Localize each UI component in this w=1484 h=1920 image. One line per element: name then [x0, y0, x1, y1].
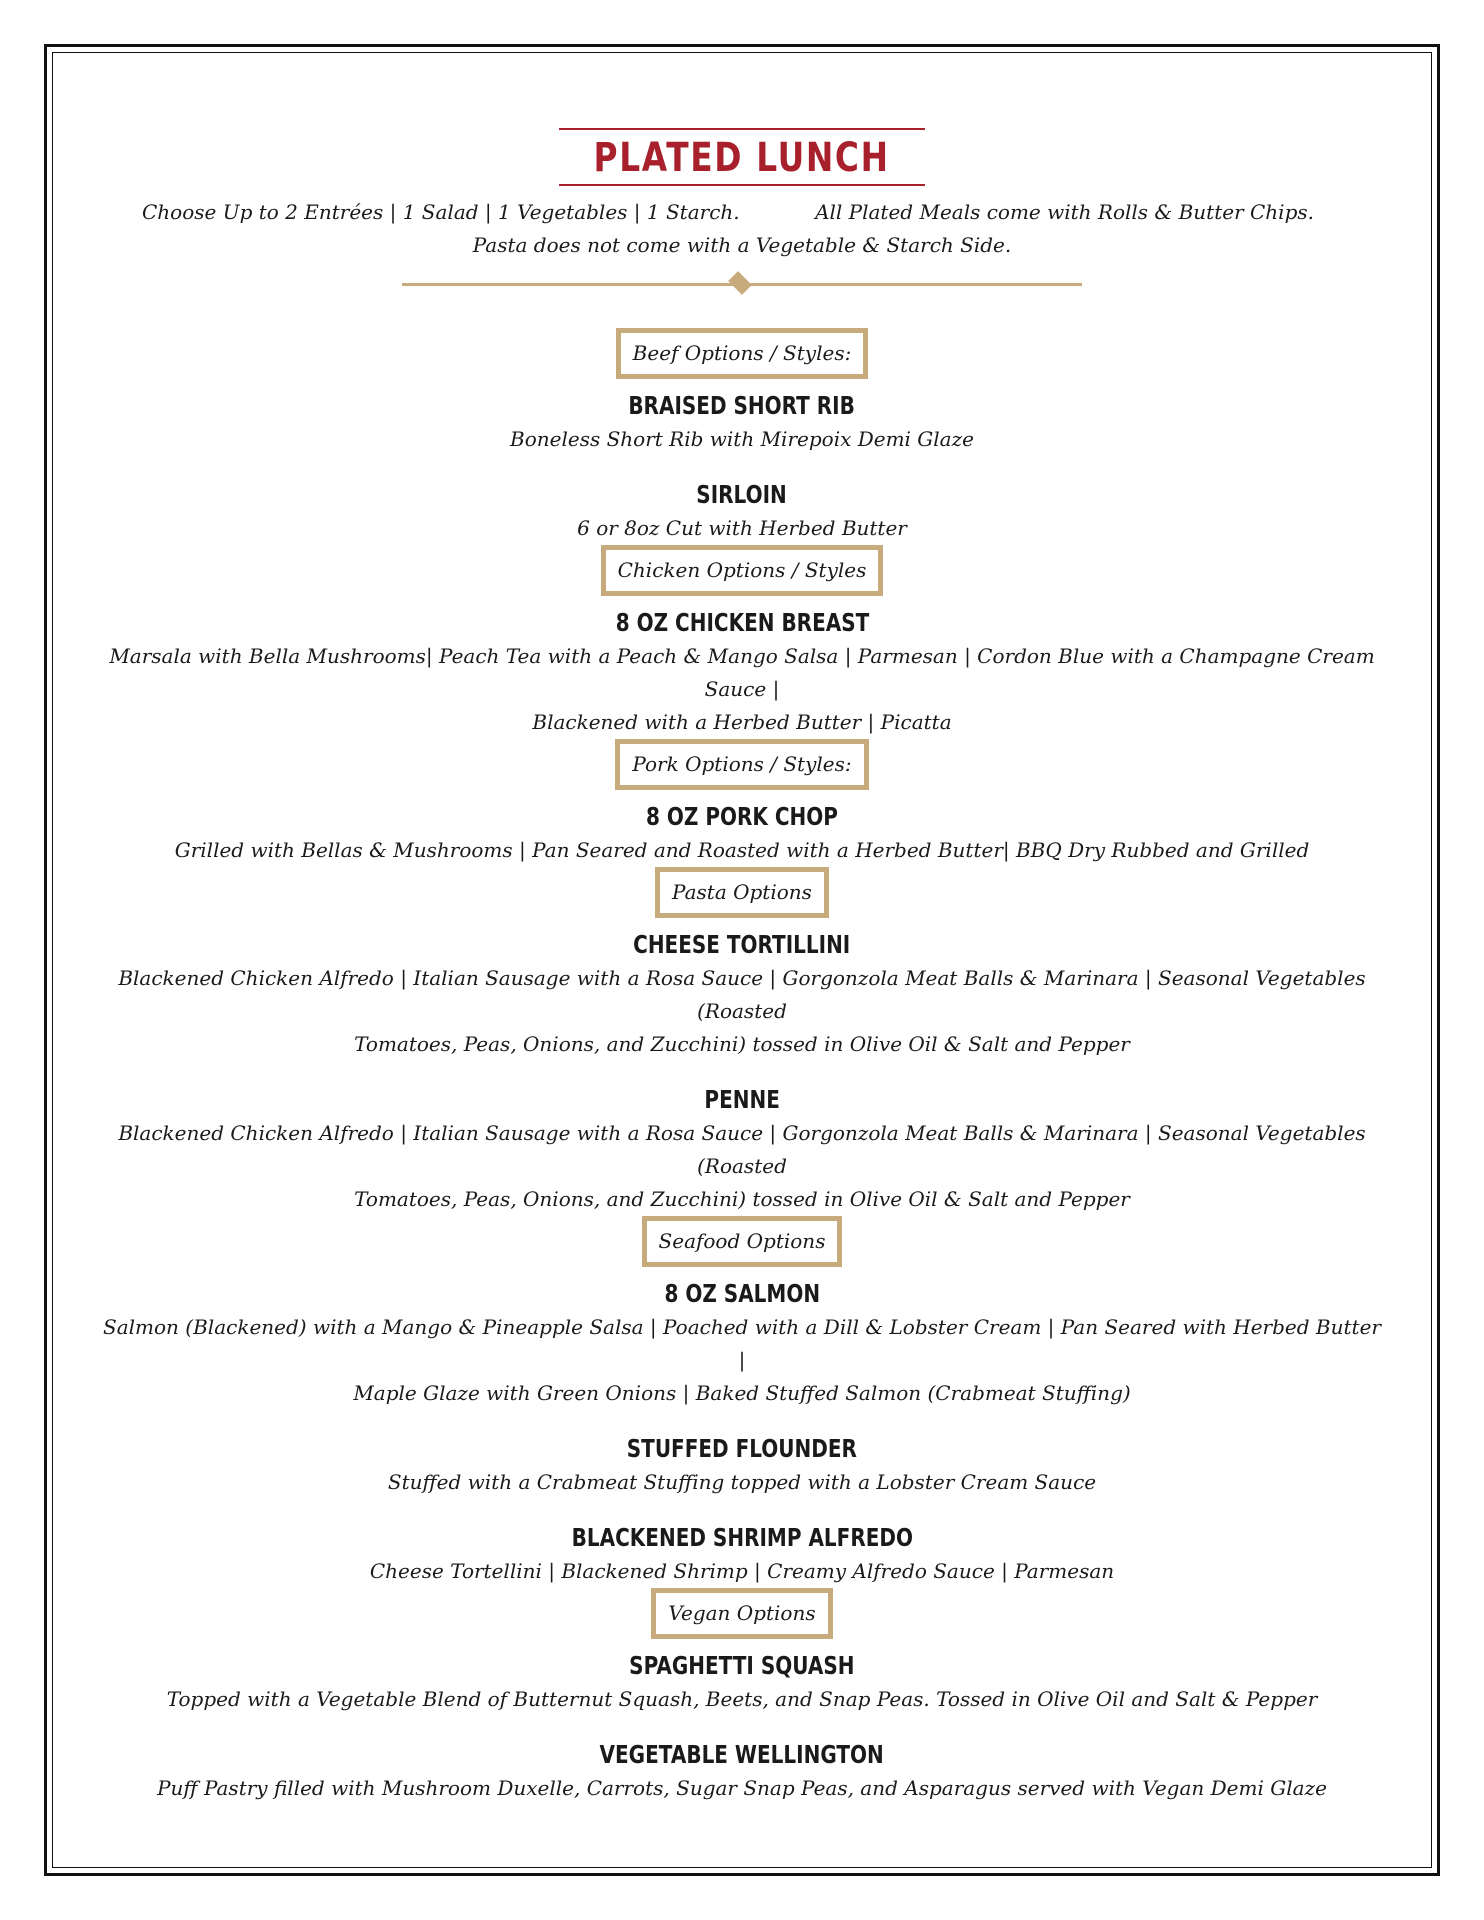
item-desc: Tomatoes, Peas, Onions, and Zucchini) tossed in Olive Oil & Salt and Pepper: [354, 1032, 1130, 1056]
item-title: VEGETABLE WELLINGTON: [599, 1740, 885, 1769]
section-label-seafood: Seafood Options: [642, 1216, 843, 1267]
item-desc: 6 or 8oz Cut with Herbed Butter: [577, 516, 907, 540]
item-desc: Grilled with Bellas & Mushrooms | Pan Seared and Roasted with a Herbed Butter| BBQ Dry Rubbed and Grilled: [174, 838, 1310, 862]
item-title: BRAISED SHORT RIB: [628, 391, 856, 420]
ornament-divider: [402, 274, 1082, 294]
intro-choose: Choose Up to 2 Entrées | 1 Salad | 1 Vegetables | 1 Starch.: [142, 200, 740, 224]
item-title: SPAGHETTI SQUASH: [629, 1651, 855, 1680]
item-desc: Tomatoes, Peas, Onions, and Zucchini) tossed in Olive Oil & Salt and Pepper: [354, 1187, 1130, 1211]
item-title: SIRLOIN: [696, 480, 788, 509]
item-desc: Puff Pastry filled with Mushroom Duxelle, Carrots, Sugar Snap Peas, and Asparagus served with Vegan Demi Glaze: [157, 1776, 1327, 1800]
item-desc: Boneless Short Rib with Mirepoix Demi Glaze: [510, 427, 974, 451]
page-title: PLATED LUNCH: [593, 135, 891, 181]
item-title: 8 OZ PORK CHOP: [646, 802, 838, 831]
item-desc: Stuffed with a Crabmeat Stuffing topped with a Lobster Cream Sauce: [387, 1470, 1097, 1494]
item-title: 8 OZ CHICKEN BREAST: [615, 608, 869, 637]
section-label-pasta: Pasta Options: [655, 867, 829, 918]
item-title: BLACKENED SHRIMP ALFREDO: [571, 1523, 913, 1552]
item-title: CHEESE TORTILLINI: [633, 930, 851, 959]
item-desc: Cheese Tortellini | Blackened Shrimp | Creamy Alfredo Sauce | Parmesan: [369, 1559, 1115, 1583]
intro-pasta-note: Pasta does not come with a Vegetable & Starch Side.: [472, 233, 1012, 257]
item-desc: Topped with a Vegetable Blend of Butternut Squash, Beets, and Snap Peas. Tossed in Olive Oil and Salt & Pepper: [166, 1687, 1318, 1711]
item-desc: Marsala with Bella Mushrooms| Peach Tea with a Peach & Mango Salsa | Parmesan | Cordon Blue with a Champagne Cream Sauce |: [109, 644, 1375, 701]
title-rule: [559, 128, 924, 186]
item-desc: Blackened Chicken Alfredo | Italian Sausage with a Rosa Sauce | Gorgonzola Meat Balls & Marinara | Seasonal Vegetables (Roasted: [118, 966, 1366, 1023]
item-title: STUFFED FLOUNDER: [626, 1434, 858, 1463]
section-label-chicken: Chicken Options / Styles: [601, 545, 884, 596]
item-desc: Blackened Chicken Alfredo | Italian Sausage with a Rosa Sauce | Gorgonzola Meat Balls & Marinara | Seasonal Vegetables (Roasted: [118, 1121, 1366, 1178]
menu-content: [100, 120, 1384, 1805]
intro-text: [100, 196, 1384, 262]
item-title: PENNE: [704, 1085, 780, 1114]
diamond-ornament-icon: [728, 271, 752, 295]
section-label-pork: Pork Options / Styles:: [615, 739, 868, 790]
item-title: 8 OZ SALMON: [664, 1279, 820, 1308]
section-label-vegan: Vegan Options: [651, 1588, 832, 1639]
item-desc: Blackened with a Herbed Butter | Picatta: [532, 710, 952, 734]
intro-rolls: All Plated Meals come with Rolls & Butter Chips.: [815, 200, 1314, 224]
section-label-beef: Beef Options / Styles:: [616, 328, 869, 379]
item-desc: Maple Glaze with Green Onions | Baked Stuffed Salmon (Crabmeat Stuffing): [353, 1381, 1131, 1405]
item-desc: Salmon (Blackened) with a Mango & Pineapple Salsa | Poached with a Dill & Lobster Cream | Pan Seared with Herbed Butter |: [103, 1315, 1381, 1372]
